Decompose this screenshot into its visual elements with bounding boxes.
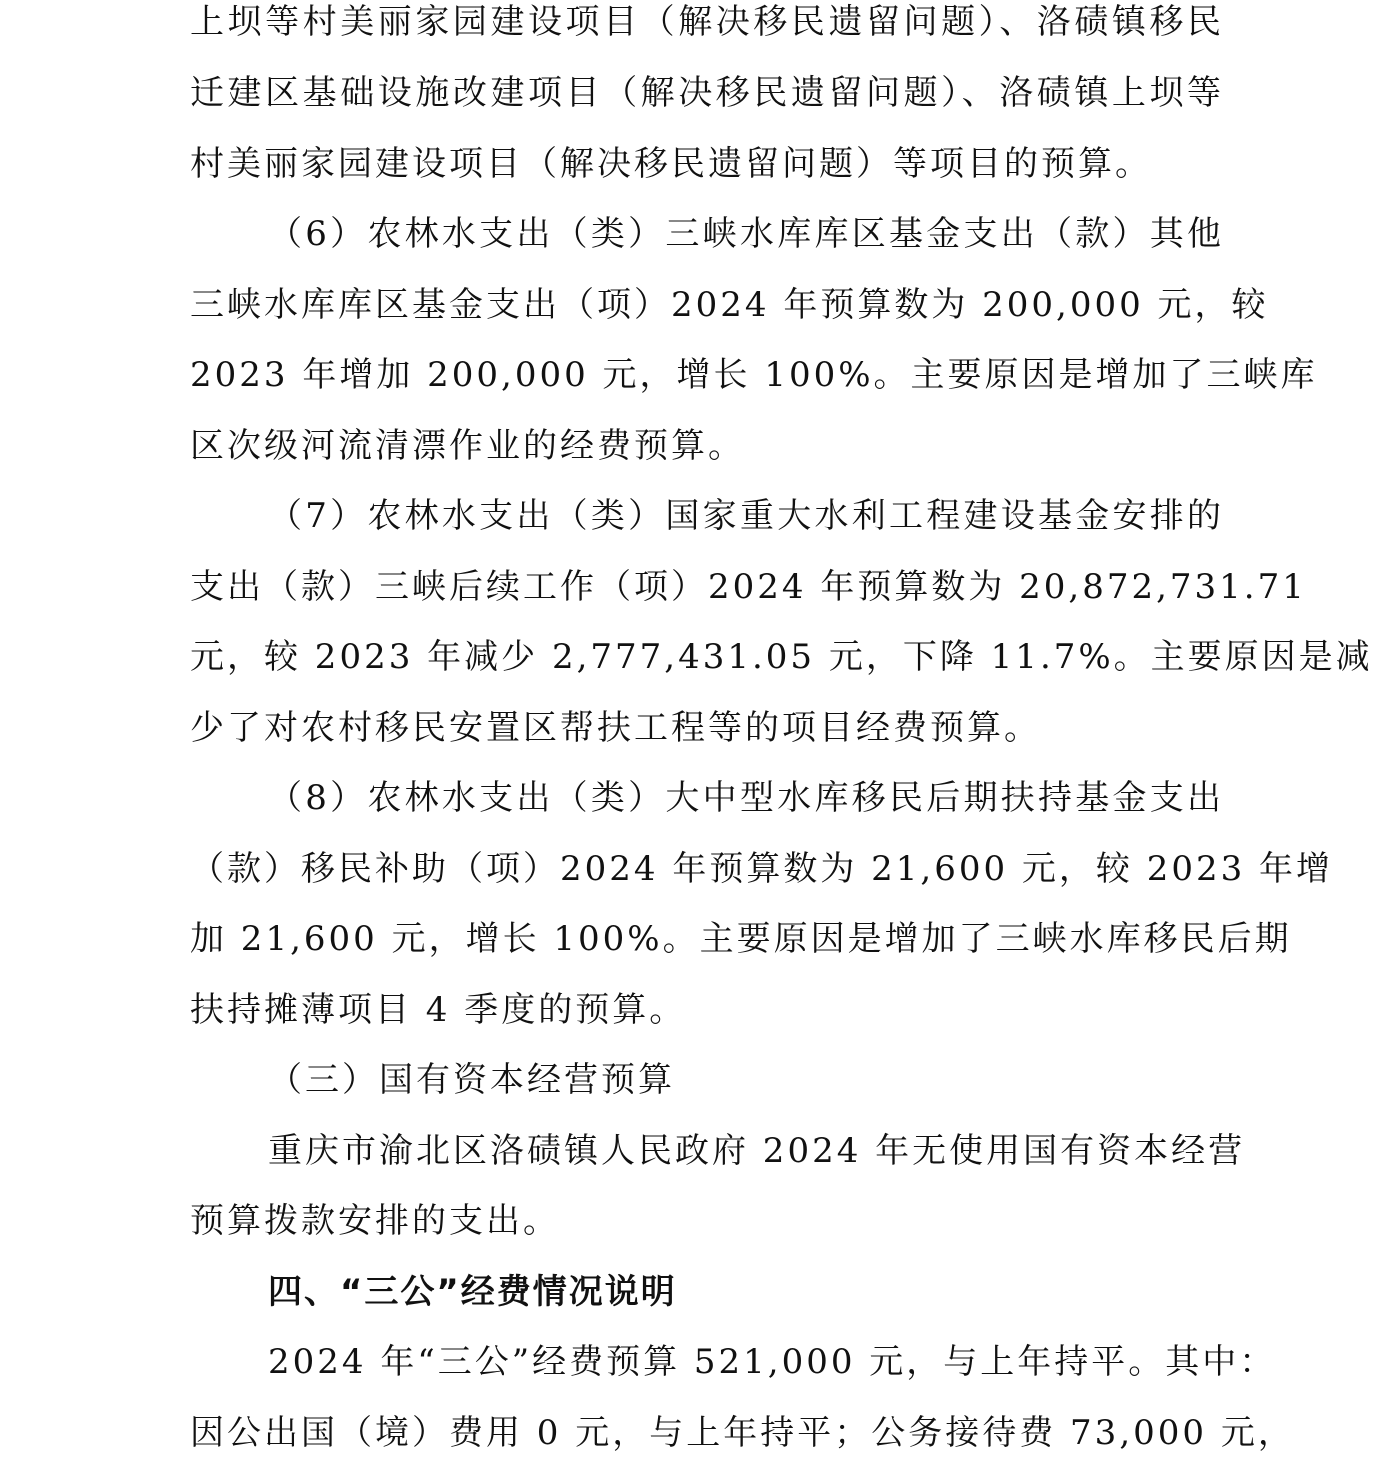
paragraph-line-10: 元，较 2023 年减少 2,777,431.05 元，下降 11.7%。主要原因是减	[190, 637, 1373, 677]
paragraph-line-9: 支出（款）三峡后续工作（项）2024 年预算数为 20,872,731.71	[190, 567, 1307, 607]
paragraph-line-17: 重庆市渝北区洛碛镇人民政府 2024 年无使用国有资本经营	[268, 1131, 1246, 1171]
paragraph-line-15: 扶持摊薄项目 4 季度的预算。	[190, 990, 687, 1030]
paragraph-line-7: 区次级河流清漂作业的经费预算。	[190, 426, 745, 466]
paragraph-line-2: 迁建区基础设施改建项目（解决移民遗留问题）、洛碛镇上坝等	[190, 73, 1224, 113]
paragraph-line-3: 村美丽家园建设项目（解决移民遗留问题）等项目的预算。	[190, 144, 1152, 184]
section-heading-three-public: 四、“三公”经费情况说明	[268, 1272, 677, 1312]
paragraph-line-14: 加 21,600 元，增长 100%。主要原因是增加了三峡水库移民后期	[190, 919, 1292, 959]
paragraph-line-1: 上坝等村美丽家园建设项目（解决移民遗留问题）、洛碛镇移民	[190, 2, 1224, 42]
section-heading-state-capital: （三）国有资本经营预算	[268, 1060, 675, 1100]
paragraph-line-18: 预算拨款安排的支出。	[190, 1201, 560, 1241]
paragraph-line-21: 因公出国（境）费用 0 元，与上年持平；公务接待费 73,000 元，	[190, 1413, 1295, 1453]
paragraph-line-11: 少了对农村移民安置区帮扶工程等的项目经费预算。	[190, 708, 1041, 748]
paragraph-line-6: 2023 年增加 200,000 元，增长 100%。主要原因是增加了三峡库	[190, 355, 1318, 395]
paragraph-line-4: （6）农林水支出（类）三峡水库库区基金支出（款）其他	[268, 214, 1224, 254]
paragraph-line-20: 2024 年“三公”经费预算 521,000 元，与上年持平。其中：	[268, 1342, 1277, 1382]
paragraph-line-12: （8）农林水支出（类）大中型水库移民后期扶持基金支出	[268, 778, 1224, 818]
paragraph-line-5: 三峡水库库区基金支出（项）2024 年预算数为 200,000 元，较	[190, 285, 1269, 325]
paragraph-line-13: （款）移民补助（项）2024 年预算数为 21,600 元，较 2023 年增	[190, 849, 1334, 889]
paragraph-line-8: （7）农林水支出（类）国家重大水利工程建设基金安排的	[268, 496, 1224, 536]
